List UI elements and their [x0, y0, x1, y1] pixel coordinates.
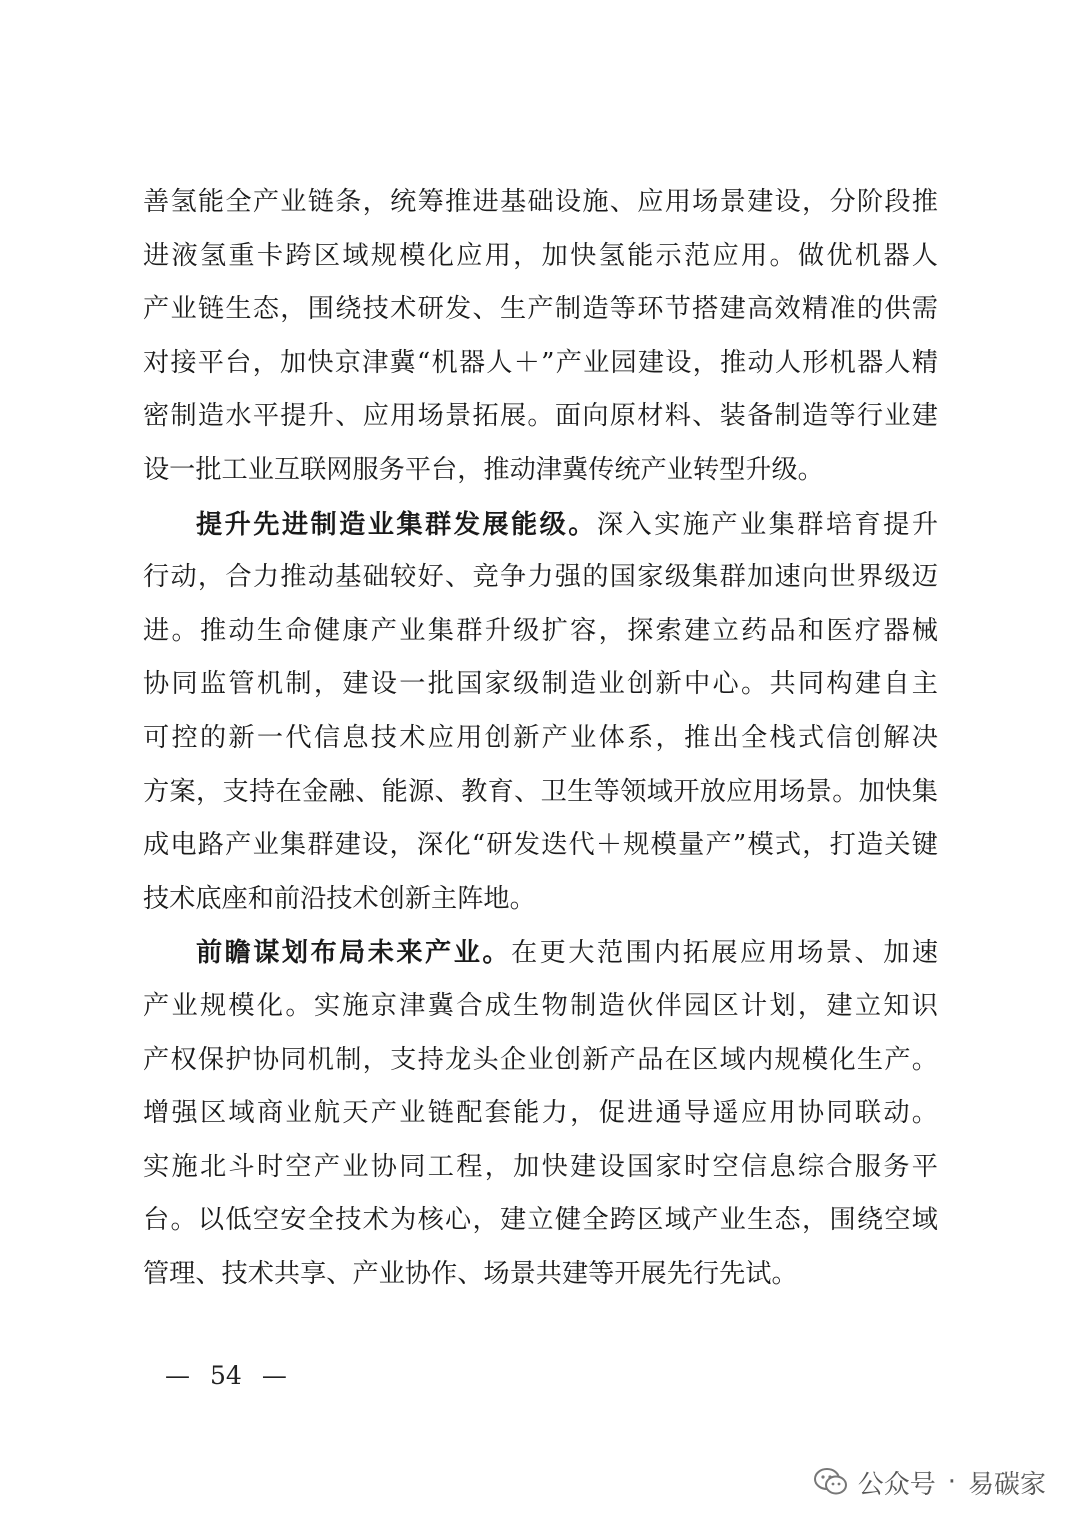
- text-line: 善氢能全产业链条，统筹推进基础设施、应用场景建设，分阶段推: [143, 187, 938, 217]
- page-number-dash-right: —: [261, 1361, 287, 1390]
- paragraph-heading: 前瞻谋划布局未来产业。: [196, 937, 511, 969]
- text-line: 方案，支持在金融、能源、教育、卫生等领域开放应用场景。加快集: [143, 776, 938, 807]
- page-number: [165, 1360, 287, 1392]
- text-run: 在更大范围内拓展应用场景、加速: [510, 938, 939, 969]
- text-line: 进液氢重卡跨区域规模化应用，加快氢能示范应用。做优机器人: [143, 240, 938, 271]
- watermark-separator: ·: [947, 1467, 956, 1497]
- text-line: 增强区域商业航天产业链配套能力，促进通导遥应用协同联动。: [143, 1098, 938, 1129]
- watermark-label: 公众号: [857, 1469, 936, 1500]
- text-line: 成电路产业集群建设，深化“研发迭代＋规模量产”模式，打造关键: [143, 830, 938, 861]
- wechat-watermark: [814, 1464, 1046, 1500]
- text-run: 深入实施产业集群培育提升: [596, 509, 939, 540]
- text-line: 台。以低空安全技术为核心，建立健全跨区域产业生态，围绕空域: [143, 1205, 938, 1236]
- text-line: 产权保护协同机制，支持龙头企业创新产品在区域内规模化生产。: [143, 1044, 938, 1075]
- text-line: 协同监管机制，建设一批国家级制造业创新中心。共同构建自主: [143, 669, 938, 700]
- wechat-icon: [814, 1468, 848, 1496]
- watermark-account: 易碳家: [967, 1469, 1046, 1500]
- paragraph-heading: 提升先进制造业集群发展能级。: [196, 508, 597, 540]
- body-text: [143, 176, 938, 1301]
- text-line: 行动，合力推动基础较好、竞争力强的国家级集群加速向世界级迈: [143, 562, 938, 593]
- text-line: 技术底座和前沿技术创新主阵地。: [143, 883, 536, 914]
- text-line: 设一批工业互联网服务平台，推动津冀传统产业转型升级。: [143, 454, 824, 485]
- paragraph-first-line: [143, 926, 938, 980]
- text-line: 进。推动生命健康产业集群升级扩容，探索建立药品和医疗器械: [143, 615, 938, 646]
- text-line: 管理、技术共享、产业协作、场景共建等开展先行先试。: [143, 1258, 798, 1289]
- text-line: 实施北斗时空产业协同工程，加快建设国家时空信息综合服务平: [143, 1151, 938, 1182]
- page-number-dash-left: —: [165, 1361, 190, 1390]
- text-line: 可控的新一代信息技术应用创新产业体系，推出全栈式信创解决: [143, 722, 938, 753]
- text-line: 对接平台，加快京津冀“机器人＋”产业园建设，推动人形机器人精: [143, 347, 938, 378]
- text-line: 产业链生态，围绕技术研发、生产制造等环节搭建高效精准的供需: [143, 294, 938, 325]
- page-number-value: 54: [210, 1361, 242, 1390]
- text-line: 产业规模化。实施京津冀合成生物制造伙伴园区计划，建立知识: [143, 990, 938, 1021]
- paragraph-first-line: [143, 498, 938, 552]
- text-line: 密制造水平提升、应用场景拓展。面向原材料、装备制造等行业建: [143, 401, 938, 432]
